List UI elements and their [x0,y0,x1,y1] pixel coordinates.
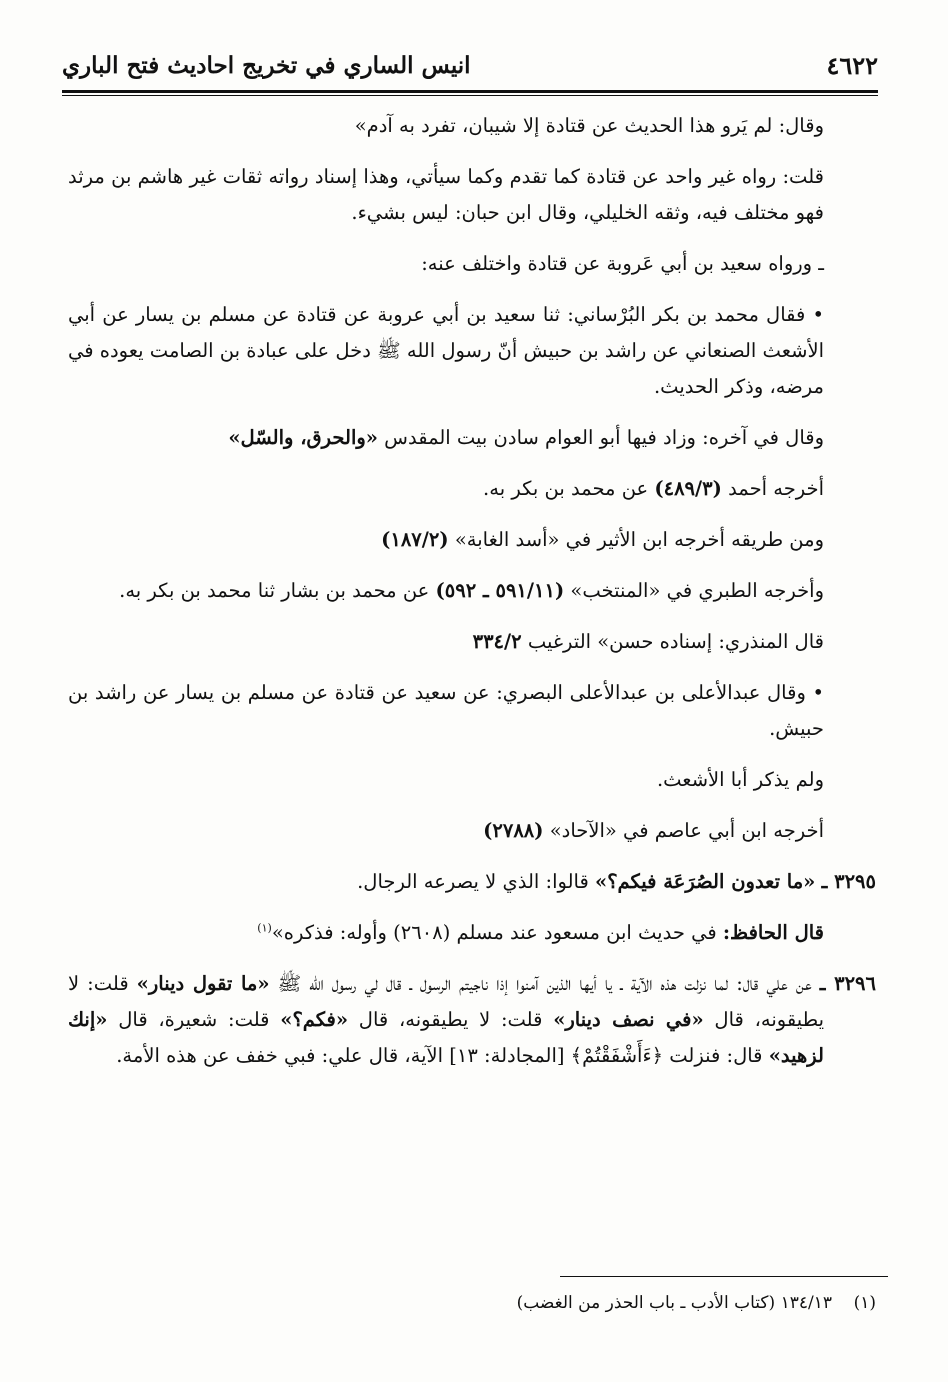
footnote-separator [560,1276,888,1277]
hafiz-comment [68,915,876,951]
paragraph [68,420,876,456]
footnote-number: (١) [853,1293,876,1313]
text-run: قلت: شعيرة، قال [107,1008,281,1031]
hadith-quote: «ما تقول دينار» [136,972,270,995]
paragraph [68,471,876,507]
running-title: انيس الساري في تخريج احاديث فتح الباري [62,51,471,79]
text-run: أخرجه ابن أبي عاصم في «الآحاد» [543,819,824,842]
main-text [68,108,876,1089]
paragraph: ـ ورواه سعيد بن أبي عَروبة عن قتادة واختلف عنه: [421,252,824,275]
text-run: عن علي قال: لما نزلت هذه الآية ـ يا أيها الذين آمنوا إذا ناجيتم الرسول ـ قال لي رسول الله ﷺ [269,972,820,995]
text-run: ومن طريقه أخرجه ابن الأثير في «أسد الغابة» [448,528,824,551]
paragraph: وقال: لم يَرو هذا الحديث عن قتادة إلا شيبان، تفرد به آدم» [354,114,824,137]
footnote-text: ١٣٤/١٣ (كتاب الأدب ـ باب الحذر من الغضب) [516,1293,832,1313]
hadith-quote: «في نصف دينار» [553,1008,704,1031]
quoted-addition: «والحرق، والسّل» [228,426,378,449]
hadith-number: ٣٢٩٥ ـ [821,870,876,893]
paragraph: • فقال محمد بن بكر البُرْساني: ثنا سعيد بن أبي عروبة عن قتادة عن مسلم بن يسار عن أبي الأشعث الصنعاني عن راشد بن حبيش أنّ رسول الله ﷺ دخل على عبادة بن الصامت يعوده في مرضه، وذكر الحديث. [68,303,824,398]
paragraph: ولم يذكر أبا الأشعث. [656,768,824,791]
text-run: في حديث ابن مسعود عند مسلم (٢٦٠٨) وأوله: فذكره» [271,921,723,944]
hadith-quote: «إنك لزهيد» [68,1008,824,1067]
paragraph [68,624,876,660]
text-run: أخرجه أحمد [721,477,824,500]
citation-ref: (٥٩١/١١ ـ ٥٩٢) [435,579,565,602]
paragraph: • وقال عبدالأعلى بن عبدالأعلى البصري: عن سعيد عن قتادة عن مسلم بن يسار عن راشد بن حبيش. [68,681,824,740]
text-run: قال: فنزلت ﴿ءَأَشْفَقْتُمْ﴾ [المجادلة: ١٣] الآية، قال علي: فبي خفف عن هذه الأمة. [116,1044,769,1067]
header-rule-thick [62,90,878,93]
hadith-quote: «فكم؟» [280,1008,349,1031]
text-run: وقال في آخره: وزاد فيها أبو العوام سادن بيت المقدس [377,426,824,449]
text-run: قال المنذري: إسناده حسن» الترغيب [521,630,824,653]
paragraph [68,813,876,849]
hadith-quote: «ما تعدون الصُرَعَة فيكم؟» [595,870,816,893]
text-run: وأخرجه الطبري في «المنتخب» [564,579,824,602]
text-run: عن محمد بن بشار ثنا محمد بن بكر به. [119,579,436,602]
text-run: عن محمد بن بكر به. [483,477,655,500]
paragraph [68,573,876,609]
footnote [68,1290,876,1316]
hadith-3295 [68,864,876,900]
citation-ref: (٤٨٩/٣) [654,477,722,500]
citation-ref: (١٨٧/٢) [381,528,449,551]
text-run: قلت: لا يطيقونه، قال [348,1008,554,1031]
hadith-number: ٣٢٩٦ ـ [819,972,876,995]
paragraph: قلت: رواه غير واحد عن قتادة كما تقدم وكما سيأتي، وهذا إسناد رواته ثقات غير هاشم بن مرثد فهو مختلف فيه، وثقه الخليلي، وقال ابن حبان: ليس بشيء. [68,165,824,224]
header-rule-thin [62,95,878,96]
page-number: ٤٦٢٢ [826,50,878,80]
citation-ref: (٢٧٨٨) [483,819,544,842]
hadith-3296 [68,966,876,1074]
text-run: قلت: لا يطيقونه، قال [68,972,825,1031]
footnote-marker[interactable]: (١) [257,921,272,935]
page-header [62,40,878,90]
text-run: قالوا: الذي لا يصرعه الرجال. [357,870,596,893]
citation-ref: ٣٣٤/٢ [472,630,522,653]
paragraph [68,522,876,558]
hafiz-label: قال الحافظ: [722,921,824,944]
